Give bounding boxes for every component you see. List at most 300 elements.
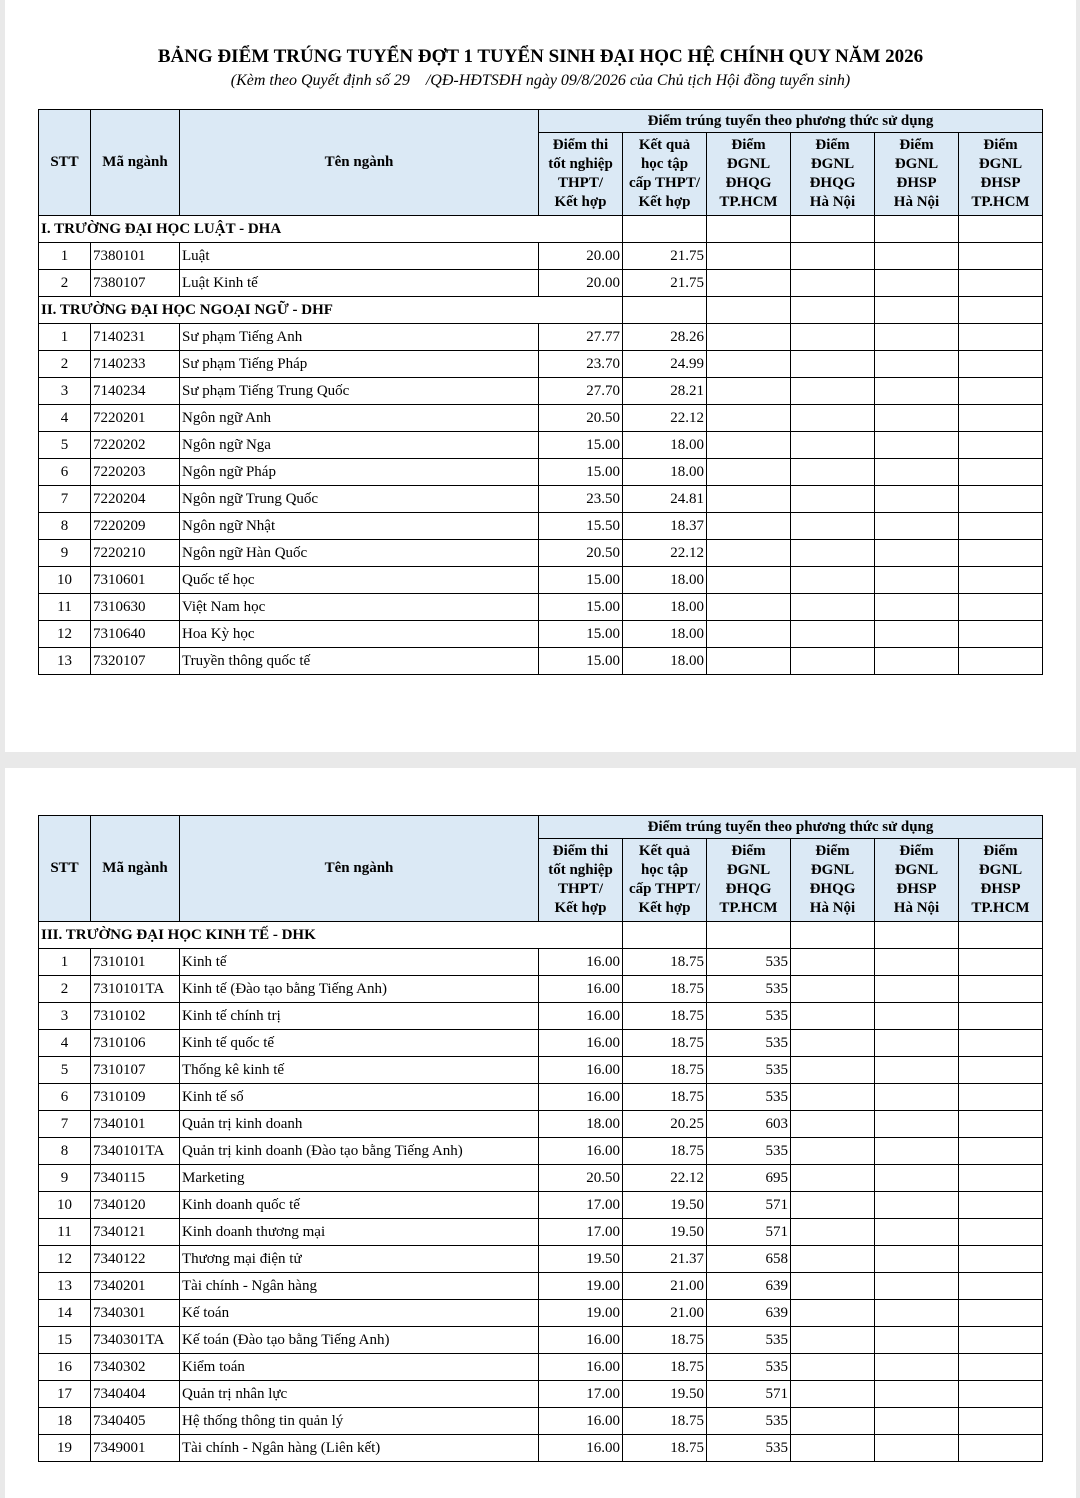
hoc-ba-score-cell: 22.12 [623, 1165, 707, 1192]
header-group: Điểm trúng tuyển theo phương thức sử dụng [539, 816, 1043, 839]
name-cell: Marketing [180, 1165, 539, 1192]
code-cell: 7340405 [91, 1408, 180, 1435]
empty-cell [875, 1165, 959, 1192]
thpt-score-cell: 16.00 [539, 1435, 623, 1462]
table-row [39, 594, 1043, 621]
table-row [39, 648, 1043, 675]
table-row [39, 459, 1043, 486]
stt-cell: 13 [39, 648, 91, 675]
hoc-ba-score-cell: 18.75 [623, 949, 707, 976]
dgnl-hcm-score-cell [707, 351, 791, 378]
empty-cell [959, 432, 1043, 459]
empty-cell [959, 216, 1043, 243]
dgnl-hcm-score-cell [707, 270, 791, 297]
hoc-ba-score-cell: 18.75 [623, 1354, 707, 1381]
table-row [39, 949, 1043, 976]
hoc-ba-score-cell: 18.00 [623, 621, 707, 648]
empty-cell [875, 949, 959, 976]
name-cell: Sư phạm Tiếng Anh [180, 324, 539, 351]
name-cell: Sư phạm Tiếng Pháp [180, 351, 539, 378]
empty-cell [791, 1057, 875, 1084]
thpt-score-cell: 19.00 [539, 1300, 623, 1327]
code-cell: 7340301 [91, 1300, 180, 1327]
empty-cell [875, 1003, 959, 1030]
empty-cell [875, 1246, 959, 1273]
empty-cell [875, 1057, 959, 1084]
dgnl-hcm-score-cell [707, 378, 791, 405]
empty-cell [791, 1435, 875, 1462]
empty-cell [959, 621, 1043, 648]
thpt-score-cell: 15.50 [539, 513, 623, 540]
empty-cell [959, 949, 1043, 976]
empty-cell [875, 1030, 959, 1057]
thpt-score-cell: 20.50 [539, 540, 623, 567]
stt-cell: 6 [39, 1084, 91, 1111]
empty-cell [791, 976, 875, 1003]
stt-cell: 10 [39, 567, 91, 594]
stt-cell: 14 [39, 1300, 91, 1327]
stt-cell: 10 [39, 1192, 91, 1219]
header-col-1: Kết quả học tập cấp THPT/ Kết hợp [623, 133, 707, 216]
empty-cell [791, 1354, 875, 1381]
thpt-score-cell: 17.00 [539, 1219, 623, 1246]
hoc-ba-score-cell: 18.37 [623, 513, 707, 540]
name-cell: Ngôn ngữ Trung Quốc [180, 486, 539, 513]
hoc-ba-score-cell: 24.81 [623, 486, 707, 513]
header-col-2: Điểm ĐGNL ĐHQG TP.HCM [707, 133, 791, 216]
empty-cell [791, 1138, 875, 1165]
empty-cell [791, 1327, 875, 1354]
empty-cell [875, 922, 959, 949]
dgnl-hcm-score-cell: 535 [707, 949, 791, 976]
hoc-ba-score-cell: 21.00 [623, 1300, 707, 1327]
dgnl-hcm-score-cell [707, 648, 791, 675]
hoc-ba-score-cell: 18.00 [623, 594, 707, 621]
thpt-score-cell: 16.00 [539, 949, 623, 976]
header-col-5: Điểm ĐGNL ĐHSP TP.HCM [959, 133, 1043, 216]
stt-cell: 7 [39, 1111, 91, 1138]
header-ma-nganh: Mã ngành [91, 816, 180, 922]
header-ten-nganh: Tên ngành [180, 110, 539, 216]
hoc-ba-score-cell: 18.75 [623, 1435, 707, 1462]
empty-cell [959, 486, 1043, 513]
name-cell: Sư phạm Tiếng Trung Quốc [180, 378, 539, 405]
stt-cell: 5 [39, 432, 91, 459]
hoc-ba-score-cell: 22.12 [623, 540, 707, 567]
name-cell: Ngôn ngữ Anh [180, 405, 539, 432]
dgnl-hcm-score-cell: 535 [707, 1354, 791, 1381]
name-cell: Hệ thống thông tin quản lý [180, 1408, 539, 1435]
empty-cell [959, 1246, 1043, 1273]
table-row [39, 1408, 1043, 1435]
thpt-score-cell: 20.00 [539, 270, 623, 297]
name-cell: Kinh tế quốc tế [180, 1030, 539, 1057]
empty-cell [791, 486, 875, 513]
empty-cell [791, 949, 875, 976]
code-cell: 7220202 [91, 432, 180, 459]
empty-cell [959, 1300, 1043, 1327]
thpt-score-cell: 16.00 [539, 976, 623, 1003]
empty-cell [623, 216, 707, 243]
code-cell: 7310101 [91, 949, 180, 976]
thpt-score-cell: 16.00 [539, 1327, 623, 1354]
code-cell: 7380101 [91, 243, 180, 270]
code-cell: 7310601 [91, 567, 180, 594]
dgnl-hcm-score-cell: 639 [707, 1300, 791, 1327]
empty-cell [791, 1003, 875, 1030]
dgnl-hcm-score-cell: 535 [707, 1030, 791, 1057]
empty-cell [875, 621, 959, 648]
dgnl-hcm-score-cell [707, 621, 791, 648]
stt-cell: 1 [39, 949, 91, 976]
header-ma-nganh: Mã ngành [91, 110, 180, 216]
thpt-score-cell: 15.00 [539, 621, 623, 648]
header-col-3: Điểm ĐGNL ĐHQG Hà Nội [791, 133, 875, 216]
dgnl-hcm-score-cell [707, 432, 791, 459]
section-name: I. TRƯỜNG ĐẠI HỌC LUẬT - DHA [39, 216, 623, 243]
thpt-score-cell: 16.00 [539, 1084, 623, 1111]
name-cell: Quản trị kinh doanh [180, 1111, 539, 1138]
empty-cell [959, 297, 1043, 324]
dgnl-hcm-score-cell: 535 [707, 1327, 791, 1354]
code-cell: 7380107 [91, 270, 180, 297]
empty-cell [959, 1057, 1043, 1084]
code-cell: 7140233 [91, 351, 180, 378]
header-row-top [39, 816, 1043, 839]
empty-cell [959, 351, 1043, 378]
dgnl-hcm-score-cell: 603 [707, 1111, 791, 1138]
thpt-score-cell: 16.00 [539, 1354, 623, 1381]
code-cell: 7220209 [91, 513, 180, 540]
section-row [39, 297, 1043, 324]
empty-cell [959, 567, 1043, 594]
empty-cell [875, 1084, 959, 1111]
header-group: Điểm trúng tuyển theo phương thức sử dụng [539, 110, 1043, 133]
empty-cell [791, 216, 875, 243]
code-cell: 7310106 [91, 1030, 180, 1057]
header-row-top [39, 110, 1043, 133]
stt-cell: 2 [39, 270, 91, 297]
section-name: III. TRƯỜNG ĐẠI HỌC KINH TẾ - DHK [39, 922, 623, 949]
thpt-score-cell: 27.77 [539, 324, 623, 351]
empty-cell [791, 297, 875, 324]
code-cell: 7340122 [91, 1246, 180, 1273]
name-cell: Truyền thông quốc tế [180, 648, 539, 675]
empty-cell [875, 1138, 959, 1165]
empty-cell [959, 1408, 1043, 1435]
code-cell: 7220210 [91, 540, 180, 567]
hoc-ba-score-cell: 24.99 [623, 351, 707, 378]
thpt-score-cell: 16.00 [539, 1138, 623, 1165]
code-cell: 7340115 [91, 1165, 180, 1192]
stt-cell: 17 [39, 1381, 91, 1408]
empty-cell [959, 459, 1043, 486]
name-cell: Kiểm toán [180, 1354, 539, 1381]
name-cell: Kinh doanh quốc tế [180, 1192, 539, 1219]
table-row [39, 1138, 1043, 1165]
empty-cell [791, 1084, 875, 1111]
header-ten-nganh: Tên ngành [180, 816, 539, 922]
thpt-score-cell: 17.00 [539, 1192, 623, 1219]
table-row [39, 405, 1043, 432]
empty-cell [959, 1327, 1043, 1354]
dgnl-hcm-score-cell [707, 513, 791, 540]
empty-cell [791, 1273, 875, 1300]
empty-cell [791, 648, 875, 675]
empty-cell [875, 378, 959, 405]
thpt-score-cell: 20.00 [539, 243, 623, 270]
stt-cell: 7 [39, 486, 91, 513]
dgnl-hcm-score-cell [707, 486, 791, 513]
header-col-2: Điểm ĐGNL ĐHQG TP.HCM [707, 839, 791, 922]
table-row [39, 621, 1043, 648]
empty-cell [791, 243, 875, 270]
name-cell: Tài chính - Ngân hàng [180, 1273, 539, 1300]
stt-cell: 1 [39, 324, 91, 351]
hoc-ba-score-cell: 18.75 [623, 1138, 707, 1165]
thpt-score-cell: 23.70 [539, 351, 623, 378]
stt-cell: 15 [39, 1327, 91, 1354]
table-row [39, 1111, 1043, 1138]
empty-cell [959, 648, 1043, 675]
dgnl-hcm-score-cell: 535 [707, 1138, 791, 1165]
dgnl-hcm-score-cell: 535 [707, 976, 791, 1003]
stt-cell: 11 [39, 594, 91, 621]
code-cell: 7340120 [91, 1192, 180, 1219]
header-stt: STT [39, 110, 91, 216]
empty-cell [791, 1408, 875, 1435]
table-row [39, 243, 1043, 270]
empty-cell [875, 243, 959, 270]
empty-cell [959, 1192, 1043, 1219]
empty-cell [959, 1138, 1043, 1165]
empty-cell [875, 1435, 959, 1462]
header-col-4: Điểm ĐGNL ĐHSP Hà Nội [875, 133, 959, 216]
empty-cell [959, 1273, 1043, 1300]
hoc-ba-score-cell: 21.37 [623, 1246, 707, 1273]
empty-cell [791, 513, 875, 540]
stt-cell: 9 [39, 1165, 91, 1192]
header-stt: STT [39, 816, 91, 922]
thpt-score-cell: 19.50 [539, 1246, 623, 1273]
stt-cell: 5 [39, 1057, 91, 1084]
stt-cell: 12 [39, 621, 91, 648]
hoc-ba-score-cell: 18.75 [623, 976, 707, 1003]
stt-cell: 3 [39, 1003, 91, 1030]
empty-cell [959, 513, 1043, 540]
stt-cell: 4 [39, 1030, 91, 1057]
table-row [39, 270, 1043, 297]
name-cell: Kinh tế số [180, 1084, 539, 1111]
hoc-ba-score-cell: 21.00 [623, 1273, 707, 1300]
dgnl-hcm-score-cell [707, 243, 791, 270]
table-row [39, 513, 1043, 540]
stt-cell: 8 [39, 513, 91, 540]
hoc-ba-score-cell: 21.75 [623, 243, 707, 270]
thpt-score-cell: 16.00 [539, 1030, 623, 1057]
dgnl-hcm-score-cell: 639 [707, 1273, 791, 1300]
code-cell: 7140234 [91, 378, 180, 405]
hoc-ba-score-cell: 18.00 [623, 648, 707, 675]
empty-cell [959, 324, 1043, 351]
code-cell: 7310101TA [91, 976, 180, 1003]
name-cell: Kinh tế [180, 949, 539, 976]
table-row [39, 1435, 1043, 1462]
code-cell: 7310107 [91, 1057, 180, 1084]
stt-cell: 6 [39, 459, 91, 486]
empty-cell [791, 1030, 875, 1057]
empty-cell [875, 1381, 959, 1408]
table-row [39, 1165, 1043, 1192]
name-cell: Ngôn ngữ Pháp [180, 459, 539, 486]
thpt-score-cell: 15.00 [539, 459, 623, 486]
empty-cell [707, 297, 791, 324]
table-row [39, 976, 1043, 1003]
hoc-ba-score-cell: 18.75 [623, 1003, 707, 1030]
table-row [39, 1057, 1043, 1084]
header-col-5: Điểm ĐGNL ĐHSP TP.HCM [959, 839, 1043, 922]
empty-cell [875, 1408, 959, 1435]
header-col-0: Điểm thi tốt nghiệp THPT/ Kết hợp [539, 839, 623, 922]
empty-cell [791, 621, 875, 648]
dgnl-hcm-score-cell: 535 [707, 1057, 791, 1084]
code-cell: 7340121 [91, 1219, 180, 1246]
stt-cell: 3 [39, 378, 91, 405]
empty-cell [791, 324, 875, 351]
section-row [39, 922, 1043, 949]
name-cell: Kinh tế (Đào tạo bằng Tiếng Anh) [180, 976, 539, 1003]
empty-cell [791, 378, 875, 405]
table-row [39, 1003, 1043, 1030]
code-cell: 7220204 [91, 486, 180, 513]
code-cell: 7310109 [91, 1084, 180, 1111]
thpt-score-cell: 15.00 [539, 432, 623, 459]
hoc-ba-score-cell: 19.50 [623, 1192, 707, 1219]
empty-cell [875, 1111, 959, 1138]
table-row [39, 1030, 1043, 1057]
thpt-score-cell: 27.70 [539, 378, 623, 405]
name-cell: Kế toán [180, 1300, 539, 1327]
dgnl-hcm-score-cell: 571 [707, 1219, 791, 1246]
code-cell: 7310102 [91, 1003, 180, 1030]
empty-cell [707, 216, 791, 243]
empty-cell [875, 216, 959, 243]
code-cell: 7340101TA [91, 1138, 180, 1165]
empty-cell [959, 1111, 1043, 1138]
empty-cell [791, 1219, 875, 1246]
hoc-ba-score-cell: 19.50 [623, 1381, 707, 1408]
code-cell: 7140231 [91, 324, 180, 351]
code-cell: 7340404 [91, 1381, 180, 1408]
empty-cell [875, 976, 959, 1003]
name-cell: Kinh tế chính trị [180, 1003, 539, 1030]
empty-cell [791, 270, 875, 297]
dgnl-hcm-score-cell: 571 [707, 1192, 791, 1219]
dgnl-hcm-score-cell [707, 459, 791, 486]
dgnl-hcm-score-cell: 658 [707, 1246, 791, 1273]
thpt-score-cell: 15.00 [539, 594, 623, 621]
empty-cell [959, 270, 1043, 297]
scores-table-page-2 [38, 815, 1043, 1462]
empty-cell [791, 1300, 875, 1327]
empty-cell [875, 432, 959, 459]
thpt-score-cell: 23.50 [539, 486, 623, 513]
table-row [39, 378, 1043, 405]
empty-cell [791, 351, 875, 378]
name-cell: Ngôn ngữ Nga [180, 432, 539, 459]
hoc-ba-score-cell: 19.50 [623, 1219, 707, 1246]
stt-cell: 13 [39, 1273, 91, 1300]
stt-cell: 12 [39, 1246, 91, 1273]
empty-cell [959, 1381, 1043, 1408]
table-row [39, 1273, 1043, 1300]
empty-cell [959, 1030, 1043, 1057]
hoc-ba-score-cell: 18.00 [623, 432, 707, 459]
section-row [39, 216, 1043, 243]
empty-cell [875, 594, 959, 621]
empty-cell [791, 567, 875, 594]
dgnl-hcm-score-cell: 535 [707, 1435, 791, 1462]
stt-cell: 11 [39, 1219, 91, 1246]
code-cell: 7340101 [91, 1111, 180, 1138]
dgnl-hcm-score-cell [707, 567, 791, 594]
name-cell: Thống kê kinh tế [180, 1057, 539, 1084]
table-row [39, 567, 1043, 594]
name-cell: Tài chính - Ngân hàng (Liên kết) [180, 1435, 539, 1462]
stt-cell: 8 [39, 1138, 91, 1165]
table-row [39, 432, 1043, 459]
stt-cell: 19 [39, 1435, 91, 1462]
empty-cell [791, 405, 875, 432]
stt-cell: 1 [39, 243, 91, 270]
name-cell: Quản trị nhân lực [180, 1381, 539, 1408]
name-cell: Ngôn ngữ Hàn Quốc [180, 540, 539, 567]
stt-cell: 9 [39, 540, 91, 567]
thpt-score-cell: 19.00 [539, 1273, 623, 1300]
name-cell: Quản trị kinh doanh (Đào tạo bằng Tiếng Anh) [180, 1138, 539, 1165]
dgnl-hcm-score-cell [707, 324, 791, 351]
hoc-ba-score-cell: 18.75 [623, 1408, 707, 1435]
header-col-4: Điểm ĐGNL ĐHSP Hà Nội [875, 839, 959, 922]
empty-cell [875, 459, 959, 486]
empty-cell [959, 976, 1043, 1003]
dgnl-hcm-score-cell: 571 [707, 1381, 791, 1408]
dgnl-hcm-score-cell: 695 [707, 1165, 791, 1192]
hoc-ba-score-cell: 20.25 [623, 1111, 707, 1138]
empty-cell [959, 1084, 1043, 1111]
table-row [39, 351, 1043, 378]
code-cell: 7340302 [91, 1354, 180, 1381]
empty-cell [875, 567, 959, 594]
empty-cell [959, 540, 1043, 567]
dgnl-hcm-score-cell [707, 540, 791, 567]
header-col-1: Kết quả học tập cấp THPT/ Kết hợp [623, 839, 707, 922]
hoc-ba-score-cell: 18.75 [623, 1057, 707, 1084]
scores-table-page-1 [38, 109, 1043, 675]
dgnl-hcm-score-cell: 535 [707, 1408, 791, 1435]
stt-cell: 16 [39, 1354, 91, 1381]
hoc-ba-score-cell: 18.75 [623, 1084, 707, 1111]
empty-cell [959, 1354, 1043, 1381]
table-row [39, 1354, 1043, 1381]
dgnl-hcm-score-cell: 535 [707, 1003, 791, 1030]
empty-cell [875, 351, 959, 378]
empty-cell [623, 922, 707, 949]
empty-cell [791, 1381, 875, 1408]
name-cell: Kinh doanh thương mại [180, 1219, 539, 1246]
hoc-ba-score-cell: 28.21 [623, 378, 707, 405]
code-cell: 7310640 [91, 621, 180, 648]
